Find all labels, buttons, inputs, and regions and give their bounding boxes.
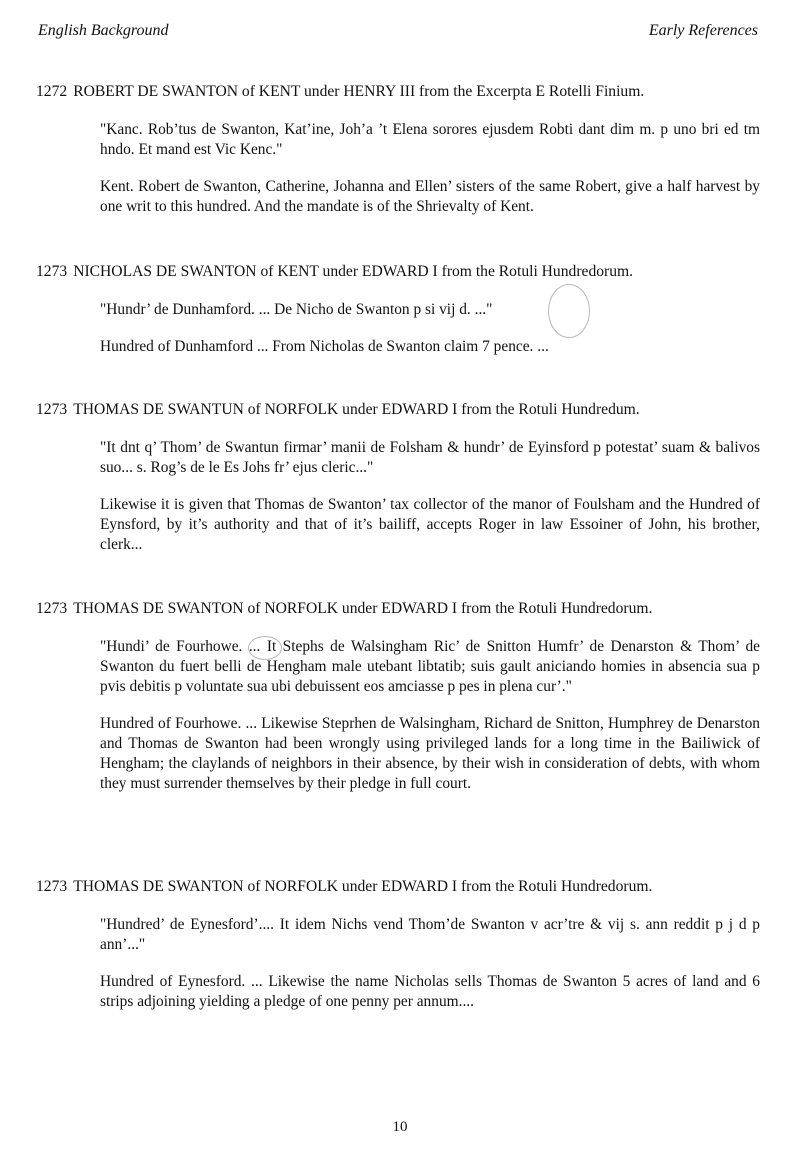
english-translation: Hundred of Eynesford. ... Likewise the name Nicholas sells Thomas de Swanton 5 acres of land and 6 strips adjoining yielding a pledge of one penny per annum....	[100, 973, 760, 1010]
latin-transcription: "Hundred’ de Eynesford’.... It idem Nichs vend Thom’de Swanton v acr’tre & vij s. ann reddit p j d p ann’..."	[100, 916, 760, 953]
latin-transcription: "Kanc. Rob’tus de Swanton, Kat’ine, Joh’a ’t Elena sorores ejusdem Robti dant dim m. p uno bri ed tm hndo. Et mand est Vic Kenc."	[100, 121, 760, 158]
entry-heading	[36, 262, 760, 282]
entry-title: ROBERT DE SWANTON of KENT under HENRY III from the Excerpta E Rotelli Finium.	[73, 83, 645, 100]
entry-1273-thomas-eynesford	[36, 877, 760, 1012]
entry-year: 1273	[36, 263, 68, 280]
entry-heading	[36, 82, 760, 102]
entry-year: 1273	[36, 401, 68, 418]
entry-title: THOMAS DE SWANTUN of NORFOLK under EDWARD I from the Rotuli Hundredum.	[73, 401, 640, 418]
entry-year: 1272	[36, 83, 68, 100]
running-header-right: Early References	[648, 22, 758, 39]
english-translation: Hundred of Fourhowe. ... Likewise Steprhen de Walsingham, Richard de Snitton, Humphrey de Denarston and Thomas de Swanton had been wrongly using privileged lands for a long time in the Bailiwick of Hengham; the claylands of neighbors in their absence, by their wish in consideration of debts, with whom they must surrender themselves by their pledge in full court.	[100, 715, 760, 792]
english-translation: Likewise it is given that Thomas de Swanton’ tax collector of the manor of Foulsham and the Hundred of Eynsford, by it’s authority and that of it’s bailiff, accepts Roger in law Essoiner of John, his brother, clerk...	[100, 496, 760, 553]
running-header-left: English Background	[38, 22, 169, 39]
entry-year: 1273	[36, 878, 68, 895]
entry-1273-thomas-fourhowe	[36, 599, 760, 794]
entry-heading	[36, 877, 760, 897]
entry-title: THOMAS DE SWANTON of NORFOLK under EDWARD I from the Rotuli Hundredorum.	[73, 600, 653, 617]
entry-1273-nicholas	[36, 262, 760, 357]
page-number: 10	[392, 1119, 408, 1135]
paper-blemish	[548, 284, 590, 338]
latin-transcription: "It dnt q’ Thom’ de Swantun firmar’ manii de Folsham & hundr’ de Eyinsford p potestat’ suam & balivos suo... s. Rog’s de le Es Johs fr’ ejus cleric..."	[100, 439, 760, 476]
entry-1273-thomas-swantun	[36, 400, 760, 555]
entry-1272-robert	[36, 82, 760, 217]
latin-transcription: "Hundr’ de Dunhamford. ... De Nicho de Swanton p si vij d. ..."	[100, 301, 493, 318]
entry-title: THOMAS DE SWANTON of NORFOLK under EDWARD I from the Rotuli Hundredorum.	[73, 878, 653, 895]
paper-blemish	[248, 636, 282, 660]
entry-title: NICHOLAS DE SWANTON of KENT under EDWARD I from the Rotuli Hundredorum.	[73, 263, 634, 280]
latin-transcription: "Hundi’ de Fourhowe. ... It Stephs de Walsingham Ric’ de Snitton Humfr’ de Denarston & Thom’ de Swanton du fuert belli de Hengham male utebant libtatib; suis gault aniciando homies in absencia sua p pvis debitis p voluntate sua ubi debuissent eos amciasse p pes in plena cur’."	[100, 638, 760, 695]
english-translation: Hundred of Dunhamford ... From Nicholas de Swanton claim 7 pence. ...	[100, 338, 549, 355]
english-translation: Kent. Robert de Swanton, Catherine, Johanna and Ellen’ sisters of the same Robert, give a half harvest by one writ to this hundred. And the mandate is of the Shrievalty of Kent.	[100, 178, 760, 215]
entry-heading	[36, 400, 760, 420]
entry-year: 1273	[36, 600, 68, 617]
entry-heading	[36, 599, 760, 619]
